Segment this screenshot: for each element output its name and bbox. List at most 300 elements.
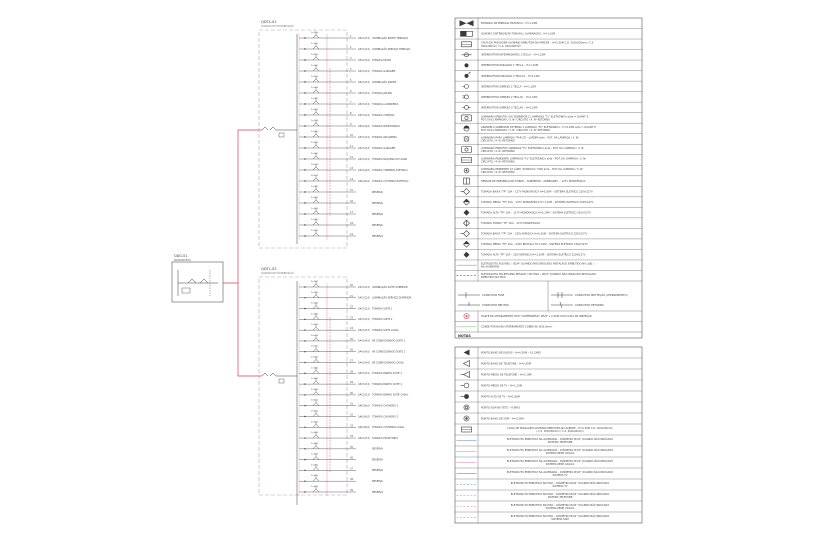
breaker-symbol [313,57,319,60]
switch-inter-icon [462,53,472,57]
breaker-symbol [313,90,319,93]
legend-item-text: LUMINÁRIA EMBUTIR / DE SOBREPOR 2 LÂMPADAS "TL" ELETRÔNICA a/de = QUANT. E POT. DAS LÂMPADAS / 3. Nº CIRCUITO / 4. Nº RETORNO [481,115,589,122]
legend-2-item-text: PONTO BAIXO DE TELEFONE – H=0,30M [481,362,531,366]
outlet-ceiling-icon [464,220,470,226]
circuit-rating: 1x16A [311,302,318,305]
legend-row [455,176,642,184]
circuit-description: TOMADA GARAGEM [372,146,396,150]
breaker-symbol [313,211,319,214]
circuit-row [299,334,406,343]
circuit-description: TOMADA LAVANDERIA [372,102,399,106]
legend-row [455,50,642,57]
circuit-cable: 2#4,0(4,0) [358,168,370,172]
circuit-description: TOMADA SUÍTE CASAL [372,328,399,332]
circuit-cable: 2#2,5(2,5) [358,91,370,95]
circuit-description: RESERVA [372,190,383,194]
legend-row [455,92,642,99]
circuit-rating: 2x20A [311,345,318,348]
board-1-frame [259,30,347,248]
legend-item-text: INTERRUPTOR SIMPLES 3 TECLAS – H=1,10M [481,106,538,110]
legend-row [455,270,642,279]
legend-2-rows [455,350,642,521]
circuit-row [299,463,383,472]
circuit-row [299,420,405,429]
circuit-rating: 1x10A [311,76,318,78]
circuit-number: 35 [350,445,353,449]
legend-2-item-text: ELETRODUTO EMBUTIDO NA ALVENARIA – DIÂMETRO Ø3/4" QUANDO NÃO INDICADO SISTEMA REDE LÓGICA [506,448,614,455]
circuit-number: 2 [350,46,352,49]
breaker-symbol [313,79,319,82]
legend-item-text: ELETRODUTO FLEXÍVEL – Ø3/4" QUANDO NÃO INDICADO INSTALADO EMBUTIDO NA LAJE / NA ALVENARIA [481,262,594,269]
circuit-rating: 1x16A [311,98,318,100]
circuit-number: 27 [350,359,353,363]
circuit-cable: 2#6,0(6,0) [358,179,370,183]
outlet-low20-icon [461,231,470,237]
board-1 [259,20,410,248]
circuit-description: TOMADA CHUVEIRO 2 [372,415,399,419]
circuit-cable: 2#2,5(2,5) [358,307,370,311]
circuit-description: TOMADA MÁQUINA DE LAVAR [372,157,408,161]
circuit-cable: 2#4,0(4,0) [358,58,370,62]
legend-2-row [455,501,642,510]
legend-row [455,144,642,153]
circuit-number: 7 [350,101,352,104]
breaker-symbol [313,123,319,126]
circuit-cable: 2#2,5(2,5) [358,382,370,386]
breaker-symbol [313,306,319,309]
circuit-number: 16 [350,200,353,203]
circuit-number: 13 [350,167,353,170]
legend-row [455,29,642,37]
circuit-description: TOMADA BANHO SUÍTE 2 [372,382,402,386]
circuit-rating: 1x16A [311,87,318,89]
circuit-cable: 2#2,5(2,5) [358,135,370,139]
circuit-row [299,291,411,300]
legend-item-text: TOMADA BAIXA "TP" 10A – 127V MONOFÁSICA H=0,30M – SISTEMA ELÉTRICO 220V/127V [481,190,593,194]
circuit-row [299,196,383,205]
ground-rod-icon [464,314,469,319]
conductor-row [455,281,642,311]
circuit-number: 10 [350,134,353,137]
circuit-number: 12 [350,156,353,159]
legend-row [455,39,642,48]
circuit-rating: 1x16A [311,131,318,133]
circuit-row [299,42,410,51]
board-1-circuits [299,31,410,238]
garden-lamp-icon [464,136,470,142]
circuit-row [299,185,383,194]
legend-2-row [455,402,642,410]
circuit-rating: 1x16A [311,367,318,370]
phone-low-icon [464,361,470,367]
outlet-low-icon [461,189,470,195]
circuit-description: TOMADA JANTAR [372,91,392,95]
circuit-number: 32 [350,413,353,417]
breaker-symbol [313,349,319,352]
circuit-description: TOMADA BANHO SUÍTE 1 [372,372,402,376]
circuit-rating: 1x16A [311,442,318,445]
circuit-row [299,409,399,418]
circuit-description: TOMADA CHUVEIRO CASAL [372,426,405,430]
circuit-rating: 1x16A [311,230,318,232]
legend-item-text: HASTE DE ATERRAMENTO TIPO "COPPERWELD" Ø5/8" x 2,40M COM CAIXA DE INSPEÇÃO [481,315,592,319]
legend-2-row [455,446,642,455]
pendant-icon [462,158,472,163]
circuit-cable: 2#2,5(2,5) [358,285,370,289]
circuit-number: 17 [350,211,353,214]
legend-row [455,71,642,78]
circuit-row [299,377,402,386]
legend-2-row [455,391,642,399]
circuit-number: 29 [350,381,353,385]
legend-2-item-text: PONTO ALTO DE TV – H=1,80M [481,395,520,399]
circuit-number: 34 [350,435,353,439]
circuit-row [299,453,383,462]
circuit-rating: 1x16A [311,453,318,456]
circuit-row [299,345,406,354]
circuit-rating: 1x16A [311,219,318,221]
circuit-rating: 1x16A [311,65,318,67]
circuit-number: 23 [350,316,353,320]
circuit-description: ILUMINAÇÃO JARDIM [372,80,397,84]
breaker-symbol [313,145,319,148]
circuit-cable: 2#6,0(6,0) [358,404,370,408]
circuit-cable: 2#2,5(2,5) [358,113,370,117]
switch-parallel2-icon [465,72,471,78]
circuit-cable: 2#2,5(2,5) [358,296,370,300]
breaker-symbol [313,200,319,203]
legend-item-text: CAIXA DE PASSAGEM ALUMÍNIO EMBUTIDA NA PAREDE – H=0,30M C.D. 200x200mm / C.3. 300x300mm / C.4. 400x400mm [481,41,595,48]
circuit-cable: 2#2,5(2,5) [358,146,370,150]
circuit-description: TOMADA TORNEIRA ELÉTRICA [372,168,408,172]
board-1-sub: QUADRO DE DISTRIBUIÇÃO [261,25,294,28]
circuit-description: TOMADA COZINHA [372,113,395,117]
tv-mid-icon [461,383,469,388]
legend-table-2 [455,347,642,523]
conductor-neutral-label: CONDUTOR NEUTRO [482,304,509,307]
circuit-cable: 2#4,0(4,0) [358,361,370,365]
circuit-number: 28 [350,370,353,374]
circuit-rating: 2x32A [311,175,318,177]
arandela-icon [464,126,469,131]
legend-item-text: TOMADA BAIXA "TP" 20A – 220V BIFÁSICA H=0,30M – SISTEMA ELÉTRICO 220V/127V [481,232,588,236]
legend-row [455,81,642,88]
board-2-frame [259,277,347,495]
circuit-row [299,399,399,408]
circuit-description: RESERVA [372,212,383,216]
circuit-row [299,75,396,84]
legend-item-text: ENTRADA DE ENERGIA TRIFÁSICA – H=1,10M [481,22,538,26]
red-feeders [223,130,262,376]
breaker-symbol [313,222,319,225]
legend-row [455,186,642,194]
circuit-number: 1 [350,35,352,38]
legend-table [455,18,642,338]
breaker-symbol [313,284,319,287]
circuit-description: RESERVA [372,234,383,238]
breaker-symbol [313,435,319,438]
circuit-rating: 1x16A [311,109,318,111]
circuit-description: TOMADA BANHO SUÍTE CASAL [372,393,409,397]
circuit-cable: 2#2,5(2,5) [358,393,370,397]
switch-parallel-icon [465,63,469,67]
legend-row [455,218,642,226]
legend-row [455,113,642,122]
legend-2-row [455,424,642,433]
circuit-rating: 1x16A [311,142,318,144]
board-2 [259,267,411,505]
circuit-number: 20 [350,284,353,287]
circuit-row [299,218,383,227]
pass-box-icon [462,42,472,47]
legend-item-text: TOMADA MÉDIA "TP" 20A – 220V BIFÁSICA H=1,10M – SISTEMA ELÉTRICO 220V/127V [481,243,588,247]
circuit-number: 39 [350,489,353,492]
circuit-cable: 2#6,0(6,0) [358,426,370,430]
legend-item-text: LUMINÁRIA PENDENTE LÂMPADAS "FL" ELETRÔNICA a/de – POT. DA LÂMPADA / 3. Nº CIRCUITO / 4. Nº RETORNO [481,157,587,164]
breaker-symbol [313,167,319,170]
legend-item-text: TOMADA MÉDIA "TP" 10A – 127V MONOFÁSICA H=1,10M – SISTEMA ELÉTRICO 220V/127V [481,201,594,204]
circuit-row [299,31,408,40]
breaker-symbol [313,327,319,330]
legend-tail-rows [455,311,642,332]
circuit-rating: 2x32A [311,399,318,402]
breaker-symbol [313,457,319,460]
circuit-number: 5 [350,79,352,82]
circuit-rating: 1x25A [311,164,318,166]
circuit-description: TOMADA SUÍTE 1 [372,307,393,311]
legend-2-row [455,358,642,367]
main-panel-sub: BARRAMENTO [174,259,191,262]
legend-item-text: INTERRUPTOR SIMPLES 1 TECLA – H=1,10M [481,85,536,89]
legend-item-text: INTERRUPTOR PARALELO 1 TECLA – H=1,10M [481,64,538,68]
legend-2-item-text: ELETRODUTO EMBUTIDO NA ALVENARIA – DIÂMETRO Ø3/4" QUANDO NÃO INDICADO SISTEMA TELEFONE [506,437,614,444]
circuit-row [299,312,393,321]
legend-2-row [455,512,642,521]
circuit-number: 24 [350,327,353,331]
circuit-rating: 2x32A [311,410,318,413]
circuit-rating: 1x10A [311,43,318,45]
circuit-description: RESERVA [372,223,383,227]
circuit-number: 19 [350,233,353,236]
switch-simple-icon [463,84,469,88]
breaker-symbol [313,413,319,416]
circuit-description: RESERVA [372,480,383,484]
sound-ceiling-icon [464,405,469,410]
circuit-row [299,388,409,397]
switch-simple2-icon [463,95,469,99]
breaker-symbol [313,403,319,406]
breaker-symbol [313,35,319,38]
breaker-symbol [313,424,319,427]
breaker-symbol [313,295,319,298]
circuit-rating: 1x16A [311,153,318,155]
circuit-description: ILUMINAÇÃO SUÍTE SUPERIOR [372,285,408,289]
breaker-symbol [313,360,319,363]
panel-box-icon [461,31,473,36]
legend-row [455,197,642,205]
breaker-symbol [313,189,319,192]
sound-low-icon [464,416,469,421]
legend-2-item-text: ELETRODUTO EMBUTIDO NO PISO – DIÂMETRO Ø3/4" QUANDO NÃO INDICADO SISTEMA TV [510,481,610,488]
circuit-row [299,280,408,289]
legend-row [455,322,642,333]
breaker-symbol [313,338,319,341]
legend-2-item-text: PONTO MÉDIO DE TV – H=1,10M [481,384,522,388]
circuit-rating: 1x10A [311,32,318,34]
board-2-sub: QUADRO DE DISTRIBUIÇÃO [261,272,294,275]
legend-row [455,155,642,164]
legend-rows [455,20,642,279]
circuit-row [299,119,400,128]
circuit-description: TOMADA SUÍTE 2 [372,318,393,322]
breaker-symbol [313,134,319,137]
legend-item-text: LUMINÁRIA EMBUTIR LÂMPADAS "TL" ELETRÔNICA a/de – POT. DA LÂMPADA / 3. Nº CIRCUITO / 4. Nº RETORNO [481,146,585,153]
circuit-rating: 1x16A [311,313,318,316]
legend-row [455,60,642,67]
legend-2-row [455,369,642,378]
breaker-symbol [313,46,319,49]
circuit-number: 37 [350,467,353,471]
circuit-cable: 2#2,5(2,5) [358,328,370,332]
breaker-symbol [313,381,319,384]
circuit-row [299,302,393,311]
legend-2-row [455,490,642,499]
legend-row [455,311,642,322]
tv-high-icon [461,394,469,399]
circuit-row [299,323,399,332]
legend-row [455,239,642,247]
breaker-symbol [313,101,319,104]
main-panel-frame [172,262,223,302]
circuit-number: 22 [350,305,353,309]
board-1-label: QDTL-01 [261,20,277,24]
luminaire-tl-icon [462,147,472,153]
circuit-number: 38 [350,478,353,482]
circuit-number: 36 [350,456,353,460]
legend-2-item-text: ELETRODUTO EMBUTIDO NO PISO – DIÂMETRO Ø3/4" QUANDO NÃO INDICADO SISTEMA REDE LÓGICA [510,503,610,510]
outlet-high20-icon [464,252,470,258]
circuit-rating: 1x16A [311,475,318,478]
switch-simple3-icon [463,105,471,109]
circuit-row [299,485,383,494]
legend-item-text: TOMADA ALTA "TP" 10A – 127V MONOFÁSICA H=2,20M – SISTEMA ELÉTRICO 220V/127V [481,211,592,215]
legend-2-item-text: ELETRODUTO EMBUTIDO NO PISO – DIÂMETRO Ø3/4" QUANDO NÃO INDICADO SISTEMA SOM [510,514,610,521]
circuit-row [299,163,408,172]
outlet-mid20-icon [464,241,470,247]
circuit-number: 6 [350,90,352,93]
circuit-cable: 2#2,5(2,5) [358,436,370,440]
circuit-row [299,130,397,139]
circuit-number: 9 [350,123,352,126]
circuit-row [299,431,398,440]
circuit-description: ILUMINAÇÃO RECEP. TERRAÇO [372,36,408,40]
legend-row [455,165,642,174]
circuit-row [299,207,383,216]
circuit-row [299,356,405,365]
breaker-symbol [313,233,319,236]
legend-row [455,260,642,269]
legend-2-item-text: ELETRODUTO EMBUTIDO NO PISO – DIÂMETRO Ø3/4" QUANDO NÃO INDICADO SISTEMA TELEFONE [510,492,610,499]
circuit-description: TOMADA ESTAR [372,58,391,62]
legend-row [460,20,538,26]
outlet-mid-icon [464,199,470,205]
circuit-rating: 1x16A [311,486,318,488]
circuit-rating: 1x16A [311,197,318,199]
circuit-description: AR CONDICIONADO SUÍTE 1 [372,339,406,343]
circuit-row [299,86,392,95]
circuit-cable: 2#2,5(2,5) [358,47,370,51]
circuit-number: 26 [350,348,353,352]
circuit-description: RESERVA [372,469,383,473]
legend-2-row [455,380,642,388]
circuit-description: TOMADA ESCRITÓRIO [372,436,398,440]
circuit-number: 33 [350,424,353,428]
circuit-rating: 1x16A [311,208,318,210]
phone-mid-icon [461,372,470,378]
circuit-cable: 2#2,5(2,5) [358,102,370,106]
circuit-description: RESERVA [372,201,383,205]
legend-item-text: TOMADA ALTA "TP" 20A – 220V BIFÁSICA H=2,20M – SISTEMA ELÉTRICO 220V/127V [481,253,586,257]
circuit-row [299,97,399,106]
circuit-number: 21 [350,294,353,298]
circuit-description: AR CONDICIONADO SUÍTE 2 [372,350,406,354]
legend-row [455,228,642,236]
circuit-cable: 2#2,5(2,5) [358,36,370,40]
circuit-description: RESERVA [372,490,383,494]
circuit-cable: 2#2,5(2,5) [358,372,370,376]
legend-2-row [455,435,642,444]
conductor-phase-label: CONDUTOR FASE [482,294,505,297]
legend-item-text: INTERRUPTOR INTERMEDIÁRIO 1 TECLA – H=1,10M [481,53,546,57]
circuit-number: 31 [350,402,353,406]
circuit-rating: 1x20A [311,120,318,122]
legend-row [455,123,642,132]
circuit-number: 14 [350,178,353,181]
legend-2-row [455,468,642,477]
circuit-description: AR CONDICIONADO CASAL [372,361,404,365]
circuit-cable: 2#6,0(6,0) [358,415,370,419]
circuit-description: TOMADA MICROONDAS [372,124,400,128]
circuit-rating: 1x10A [311,291,318,294]
legend-2-item-text: PONTO MÉDIO DE TELEFONE – H=1,10M [481,373,532,377]
circuit-cable: 2#2,5(2,5) [358,318,370,322]
circuit-number: 3 [350,57,352,60]
main-panel [172,254,223,302]
breaker-symbol [313,478,319,481]
circuit-number: 15 [350,189,353,192]
board-2-main-breaker [262,373,297,383]
legend-2-item-text: ELETRODUTO EMBUTIDO NA ALVENARIA – DIÂMETRO Ø3/4" QUANDO NÃO INDICADO SISTEMA TV [506,470,614,477]
breaker-symbol [313,392,319,395]
circuit-number: 25 [350,337,353,341]
circuit-number: 18 [350,222,353,225]
breaker-symbol [313,467,319,470]
conductor-return-label: CONDUTOR RETORNO [575,304,604,307]
legend-item-text: INTERRUPTOR SIMPLES 2 TECLAS – H=1,10M [481,95,538,99]
legend-row [455,134,642,143]
legend-2-item-text: PONTO BAIXO DE SOM – H=0,30M [481,417,524,421]
luminaire-icon [462,115,472,121]
breaker-symbol [313,68,319,71]
legend-2-item-text: PONTO BAIXO DE DADOS – H=0,30M – 01 CABO [481,351,541,355]
circuit-cable: 2#4,0(4,0) [358,339,370,343]
circuit-cable: 2#2,5(2,5) [358,80,370,84]
legend-item-text: LUMINÁRIA PENDENTE 1X LÂMP. "DICROICA" 50W a/de – POT. DA LÂMPADA / 3. Nº CIRCUITO / 4. Nº RETORNO [481,167,584,174]
triangle-pair-icon [460,20,474,26]
circuit-rating: 1x16A [311,186,318,188]
circuit-description: RESERVA [372,447,383,451]
circuit-number: 11 [350,145,353,148]
